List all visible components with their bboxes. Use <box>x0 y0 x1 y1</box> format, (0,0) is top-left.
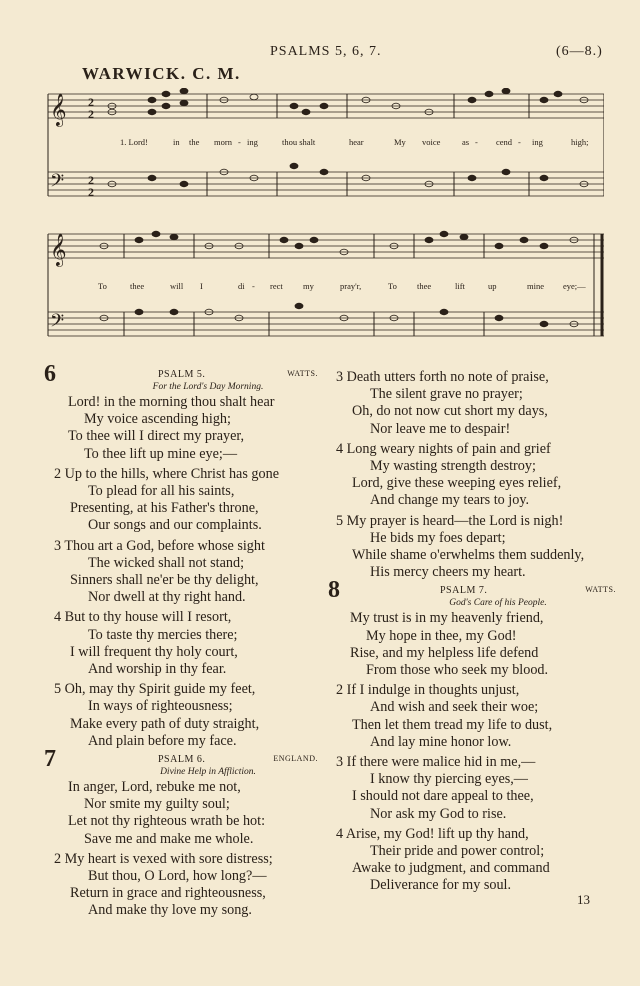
left-column <box>44 361 318 923</box>
hymn-number: 6 <box>44 361 56 387</box>
psalm-8 <box>328 577 616 894</box>
occasion: God's Care of his People. <box>449 598 547 609</box>
music-system-2 <box>44 228 604 348</box>
stanza: 3 Thou art a God, before whose sight The wicked shall not stand; Sinners shall ne'er be thy delight, Nor dwell at thy right hand. <box>54 537 265 606</box>
treble-staff-2 <box>48 234 604 258</box>
psalm-title: PSALM 5. <box>158 369 206 380</box>
psalm-title: PSALM 6. <box>158 754 206 766</box>
number-range: (6—8.) <box>556 44 603 59</box>
stanza: 3 If there were malice hid in me,— I know thy piercing eyes,— I should not dare appeal to thee, Nor ask my God to rise. <box>336 754 536 822</box>
svg-text:2: 2 <box>88 107 94 121</box>
author: WATTS. <box>287 369 318 378</box>
stanza: 2 My heart is vexed with sore distress; But thou, O Lord, how long?— Return in grace and righteousness, And make thy love my song. <box>54 850 273 919</box>
svg-text:2: 2 <box>88 185 94 199</box>
stanza: My trust is in my heavenly friend, My hope in thee, my God! Rise, and my helpless life defend From those who seek my blood. <box>350 610 549 679</box>
svg-text:2: 2 <box>88 95 94 109</box>
stanza: 4 But to thy house will I resort, To taste thy mercies there; I will frequent thy holy court, And worship in thy fear. <box>54 609 238 678</box>
hymn-number: 8 <box>328 577 340 604</box>
stanza: In anger, Lord, rebuke me not, Nor smite my guilty soul; Let not thy righteous wrath be hot: Save me and make me whole. <box>68 779 266 847</box>
stanza: 2 If I indulge in thoughts unjust, And wish and seek their woe; Then let them tread my life to dust, And lay mine honor low. <box>336 682 553 750</box>
stanza: 4 Arise, my God! lift up thy hand, Their pride and power control; Awake to judgment, and command Deliverance for my soul. <box>336 825 550 894</box>
psalm-6 <box>44 361 318 750</box>
stanza: 3 Death utters forth no note of praise, The silent grave no prayer; Oh, do not now cut short my days, Nor leave me to despair! <box>336 369 549 437</box>
psalm-6-continued <box>336 369 616 581</box>
stanza: 5 Oh, may thy Spirit guide my feet, In ways of righteousness; Make every path of duty straight, And plain before my face. <box>54 681 260 749</box>
stanza: Lord! in the morning thou shalt hear My voice ascending high; To thee will I direct my prayer, To thee lift up mine eye;— <box>68 394 275 462</box>
hymn-number: 7 <box>44 746 56 773</box>
author: ENGLAND. <box>273 754 318 764</box>
right-column <box>328 369 616 898</box>
bass-clef-icon: 𝄢 <box>50 311 65 336</box>
stanza: 5 My prayer is heard—the Lord is nigh! He bids my foes depart; While shame o'erwhelms them suddenly, His mercy cheers my heart. <box>336 512 585 581</box>
treble-clef-icon: 𝄞 <box>50 233 67 266</box>
bass-clef-icon: 𝄢 <box>50 171 65 196</box>
occasion: Divine Help in Affliction. <box>160 767 256 778</box>
treble-clef-icon: 𝄞 <box>50 93 67 126</box>
stanza: 4 Long weary nights of pain and grief My wasting strength destroy; Lord, give these weeping eyes relief, And change my tears to joy. <box>336 440 562 509</box>
occasion: For the Lord's Day Morning. <box>152 382 264 392</box>
tune-name: WARWICK. C. M. <box>82 64 241 83</box>
psalm-7 <box>44 746 318 920</box>
music-system-1 <box>44 88 604 208</box>
author: WATTS. <box>585 585 616 595</box>
bass-staff-2 <box>48 312 604 336</box>
stanza: 2 Up to the hills, where Christ has gone To plead for all his saints, Presenting, at his Father's throne, Our songs and our complaints. <box>54 465 279 534</box>
page-number: 13 <box>577 892 590 907</box>
psalm-title: PSALM 7. <box>440 585 488 597</box>
svg-text:2: 2 <box>88 173 94 187</box>
running-head: PSALMS 5, 6, 7. <box>270 44 382 59</box>
bass-staff-1 <box>48 172 604 196</box>
